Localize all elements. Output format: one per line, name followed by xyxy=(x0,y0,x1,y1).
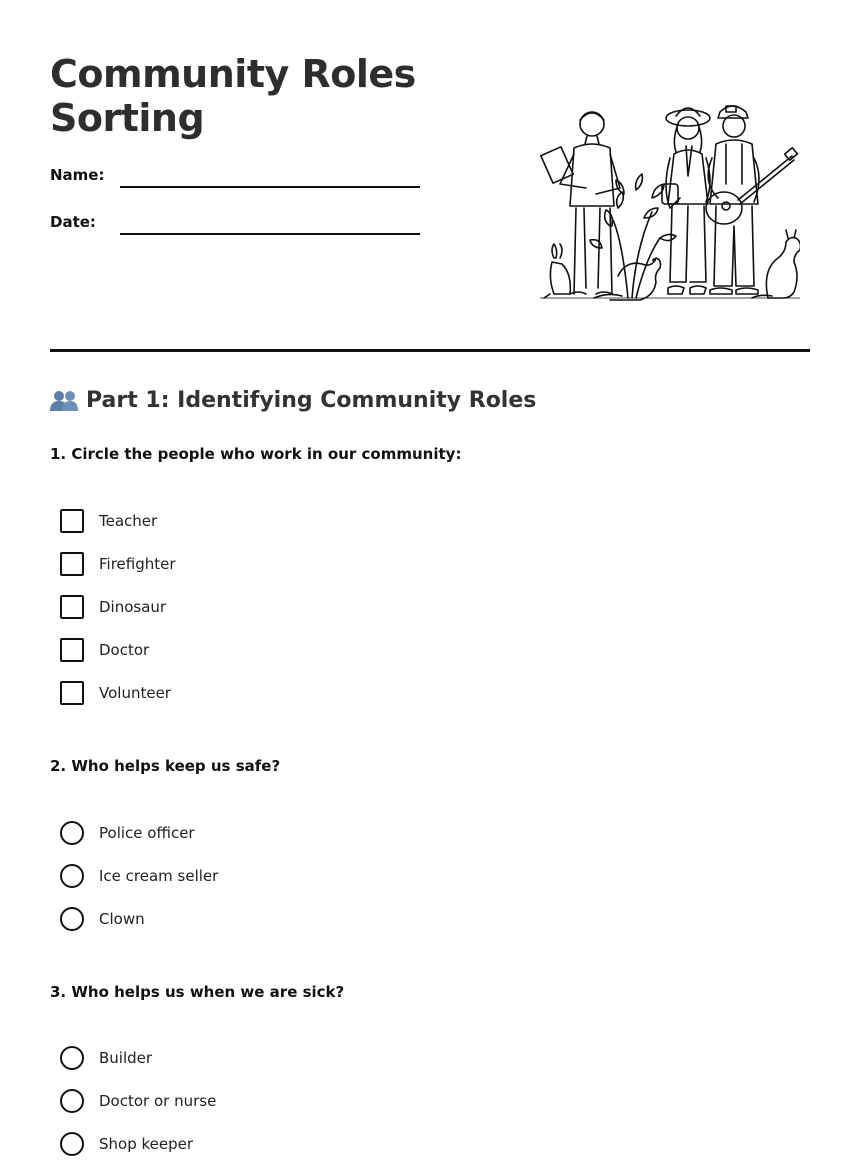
person-sunhat-illustration xyxy=(662,108,710,294)
q3-option-doctor-or-nurse[interactable] xyxy=(60,1089,216,1113)
date-label: Date: xyxy=(50,213,96,231)
kangaroo-small-illustration xyxy=(544,244,570,298)
radio-button[interactable] xyxy=(60,907,84,931)
option-label: Shop keeper xyxy=(99,1135,194,1153)
q1-option-volunteer[interactable] xyxy=(60,681,171,705)
date-field[interactable] xyxy=(120,233,420,235)
option-label: Firefighter xyxy=(99,555,176,573)
part1-heading xyxy=(50,388,536,413)
checkbox[interactable] xyxy=(60,552,84,576)
option-label: Dinosaur xyxy=(99,598,167,616)
name-field[interactable] xyxy=(120,186,420,188)
q3-option-shop-keeper[interactable] xyxy=(60,1132,193,1156)
q1-option-doctor[interactable] xyxy=(60,638,149,662)
volunteer-figure-illustration xyxy=(541,112,620,294)
checkbox[interactable] xyxy=(60,509,84,533)
radio-button[interactable] xyxy=(60,1132,84,1156)
option-label: Ice cream seller xyxy=(99,867,219,885)
radio-button[interactable] xyxy=(60,1089,84,1113)
option-label: Teacher xyxy=(99,512,158,530)
q2-option-ice-cream-seller[interactable] xyxy=(60,864,218,888)
people-icon xyxy=(50,389,78,413)
q1-option-firefighter[interactable] xyxy=(60,552,176,576)
name-label: Name: xyxy=(50,166,105,184)
q2-option-police-officer[interactable] xyxy=(60,821,195,845)
section-divider xyxy=(50,349,810,352)
q1-option-dinosaur[interactable] xyxy=(60,595,166,619)
radio-button[interactable] xyxy=(60,821,84,845)
kangaroo-right-illustration xyxy=(752,230,800,298)
worksheet-title: Community Roles Sorting xyxy=(50,52,416,140)
checkbox[interactable] xyxy=(60,595,84,619)
radio-button[interactable] xyxy=(60,1046,84,1070)
checkbox[interactable] xyxy=(60,638,84,662)
person-guitar-illustration xyxy=(706,106,797,294)
option-label: Doctor or nurse xyxy=(99,1092,217,1110)
q2-option-clown[interactable] xyxy=(60,907,145,931)
option-label: Volunteer xyxy=(99,684,171,702)
option-label: Builder xyxy=(99,1049,153,1067)
question-3-prompt: 3. Who helps us when we are sick? xyxy=(50,983,345,1001)
checkbox[interactable] xyxy=(60,681,84,705)
part1-heading-text: Part 1: Identifying Community Roles xyxy=(86,388,537,413)
question-1-prompt: 1. Circle the people who work in our community: xyxy=(50,445,462,463)
option-label: Doctor xyxy=(99,641,150,659)
question-2-prompt: 2. Who helps keep us safe? xyxy=(50,757,281,775)
community-people-illustration xyxy=(540,98,800,308)
option-label: Clown xyxy=(99,910,145,928)
q1-option-teacher[interactable] xyxy=(60,509,157,533)
radio-button[interactable] xyxy=(60,864,84,888)
option-label: Police officer xyxy=(99,824,195,842)
q3-option-builder[interactable] xyxy=(60,1046,152,1070)
